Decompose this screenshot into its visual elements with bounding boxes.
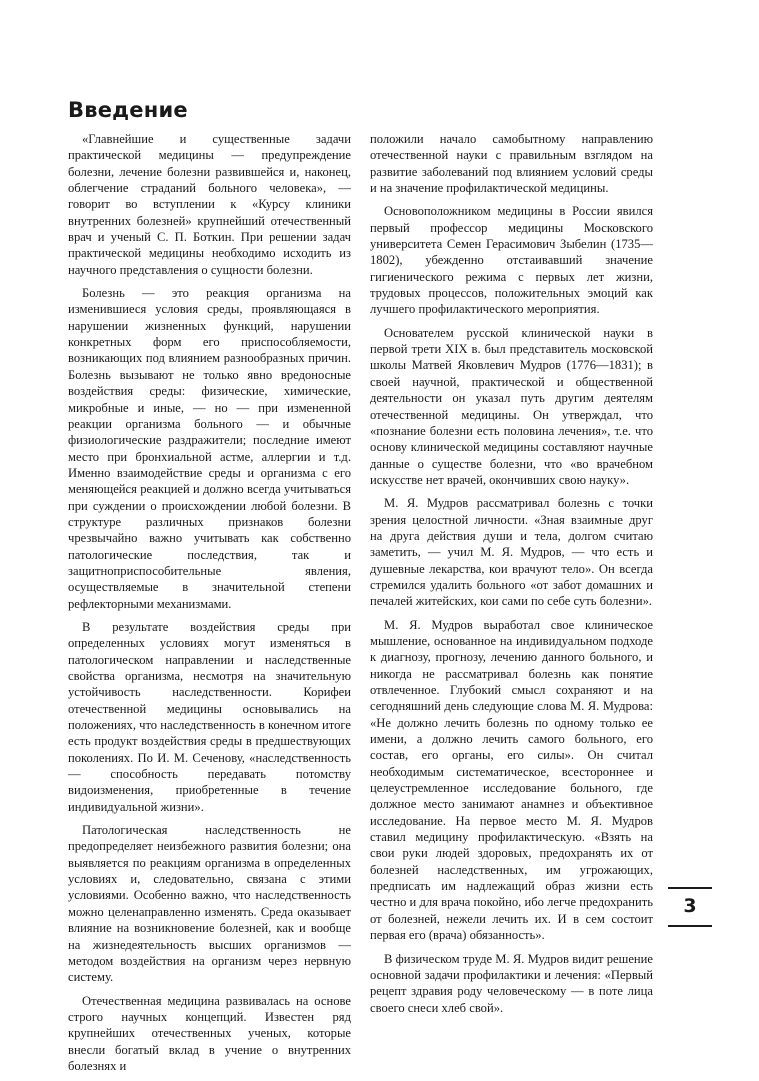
paragraph: положили начало самобытному направлению отечественной науки с правильным взглядом на развитие заболеваний под влиянием условий среды и на значение профилактической медицины. bbox=[370, 132, 653, 196]
page-number-rule-top bbox=[668, 887, 712, 889]
left-text-column bbox=[68, 131, 351, 1081]
section-heading: Введение bbox=[68, 98, 188, 122]
page-number-rule-bottom bbox=[668, 925, 712, 927]
page-number: 3 bbox=[683, 895, 697, 917]
paragraph: В физическом труде М. Я. Мудров видит решение основной задачи профилактики и лечения: «Первый рецепт здравия роду человеческому — в поте лица своего снеси хлеб свой». bbox=[370, 951, 653, 1015]
paragraph: Основоположником медицины в России явился первый профессор медицины Московского университета Семен Герасимович Зыбелин (1735—1802), убежденно отстаивавший значение гигиенического режима с первых лет жизни, трудовых процессов, положительных эмоций как лучшего профилактического мероприятия. bbox=[370, 204, 653, 317]
paragraph: Патологическая наследственность не предопределяет неизбежного развития болезни; она выявляется по реакциям организма в определенных условиях и, следовательно, связана с этими условиями. Особенно важно, что наследственность можно целенаправленно изменять. Среда оказывает влияние на возникновение болезней, как и вообще на жизнедеятельность высших организмов — методом воздействия на организм через нервную систему. bbox=[68, 823, 351, 985]
paragraph: «Главнейшие и существенные задачи практической медицины — предупреждение болезни, лечение болезни развившейся и, наконец, облегчение страданий больного человека», — говорит во вступлении к «Курсу клиники внутренних болезней» крупнейший отечественный врач и ученый С. П. Боткин. При решении задач практической медицины необходимо исходить из научного представления о сущности болезни. bbox=[68, 132, 351, 277]
paragraph: В результате воздействия среды при определенных условиях могут изменяться в патологическом направлении и наследственные свойства организма, несмотря на значительную устойчивость наследственности. Корифеи отечественной медицины основывались на положениях, что наследственность в конечном итоге есть продукт воздействия среды в предшествующих поколениях. По И. М. Сеченову, «наследственность — способность передавать потомству видоизменения, приобретенные в течение индивидуальной жизни». bbox=[68, 619, 352, 814]
paragraph: Отечественная медицина развивалась на основе строго научных концепций. Известен ряд крупнейших отечественных ученых, которые внесли богатый вклад в учение о внутренних болезнях и bbox=[68, 993, 351, 1073]
paragraph: Основателем русской клинической науки в первой трети XIX в. был представитель московской школы Матвей Яковлевич Мудров (1776—1831); в своей научной, практической и общественной деятельности он указал путь другим деятелям отечественной медицины. Он утверждал, что «познание болезни есть половина лечения», т.е. что основу клинической медицины составляют научные данные о существе болезни, что «во врачебном искусстве нет врачей, окончивших свою науку». bbox=[370, 325, 653, 487]
paragraph: М. Я. Мудров выработал свое клиническое мышление, основанное на индивидуальном подходе к диагнозу, прогнозу, лечению данного больного, и никогда не рассматривал болезнь как понятие отвлеченное. Глубокий смысл сохраняют и на сегодняшний день следующие слова М. Я. Мудрова: «Не должно лечить болезнь по одному только ее имени, а должно лечить самого больного, его состав, его органы, его силы». Он считал необходимым систематическое, всестороннее и целеустремленное исследование больного, где должное место занимают анамнез и объективное исследование. На первое место М. Я. Мудров ставил медицину профилактическую. «Взять на свои руки людей здоровых, предохранять их от болезней наследственных, им угрожающих, предписать им надлежащий образ жизни есть честно и для врача покойно, ибо легче предохранить от болезней, нежели лечить их. И в сем состоит первая его (врача) обязанность». bbox=[370, 617, 653, 943]
paragraph: Болезнь — это реакция организма на изменившиеся условия среды, проявляющаяся в нарушении жизненных функций, нарушении конкретных форм его приспособляемости, возникающих под влиянием разнообразных причин. Болезнь вызывают не только явно вредоносные воздействия среды: физические, химические, микробные и иные, — но — при измененной реакции организма больного — и обычные физиологические раздражители; последние имеют место при бронхиальной астме, аллергии и т.д. Именно взаимодействие среды и организма с его меняющейся реакцией и должно всегда учитываться при суждении о происхождении любой болезни. В структуре различных признаков болезни чрезвычайно важно учитывать как собственно патологические последствия, так и защитноприспособительные явления, осуществляемые в значительной степени рефлекторными механизмами. bbox=[68, 286, 351, 611]
right-text-column bbox=[370, 131, 653, 1023]
paragraph: М. Я. Мудров рассматривал болезнь с точки зрения целостной личности. «Зная взаимные друг на друга действия души и тела, долгом считаю заметить, — учил М. Я. Мудров, — что есть и душевные лекарства, кои врачуют тело». Он всегда стремился удалить больного «от забот домашних и печалей житейских, кои сами по себе суть болезни». bbox=[370, 496, 653, 609]
